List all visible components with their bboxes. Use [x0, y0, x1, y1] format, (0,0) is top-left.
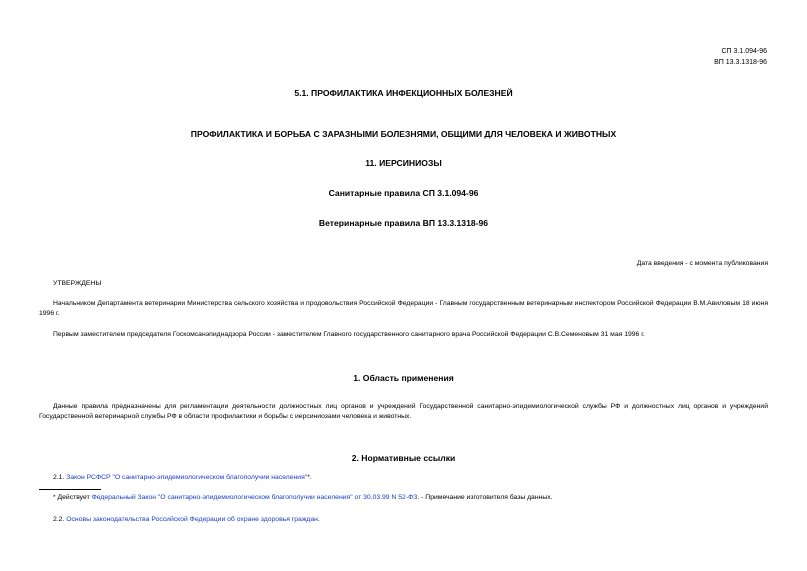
footnote — [39, 493, 768, 503]
reference-link-health-law[interactable]: Основы законодательства Российской Федерации об охране здоровья граждан — [66, 516, 318, 523]
section-heading: 5.1. ПРОФИЛАКТИКА ИНФЕКЦИОННЫХ БОЛЕЗНЕЙ — [294, 88, 513, 98]
scope-paragraph: Данные правила предназначены для регламентации деятельности должностных лиц органов и учреждений Государственной санитарно-эпидемиологической службы РФ и должностных лиц органов и учреждений Государственной ветеринарной службы РФ в области профилактики и борьбы с иерсиниозами человека и животных. — [39, 403, 768, 420]
reference-item-2-prefix: 2.2. — [53, 516, 67, 523]
veterinary-rules-heading: Ветеринарные правила ВП 13.3.1318-96 — [318, 218, 489, 228]
reference-link-sanepid-law[interactable]: Закон РСФСР "О санитарно-эпидемиологическом благополучии населения" — [66, 474, 308, 481]
footnote-link-federal-law[interactable]: Федеральный Закон "О санитарно-эпидемиологическом благополучии населения" от 30.03.99 N 52-ФЗ — [91, 494, 418, 501]
reference-item-1-prefix: 2.1. — [53, 474, 67, 481]
reference-item-2 — [39, 515, 768, 525]
reference-item-1-suffix: *. — [307, 474, 312, 481]
sp-code: СП 3.1.094-96 — [721, 48, 767, 55]
document-codes — [714, 46, 767, 68]
approval-paragraph-1: Начальником Департамента ветеринарии Министерства сельского хозяйства и продовольствия Российской Федерации - Главным государственным ветеринарным инспектором Российской Федерации В.М.Авиловым 18 июня 1996 г. — [39, 300, 768, 317]
references-heading: 2. Нормативные ссылки — [351, 453, 456, 463]
approved-label: УТВЕРЖДЕНЫ — [53, 280, 102, 287]
vp-code: ВП 13.3.1318-96 — [714, 59, 767, 66]
effective-date: Дата введения - с момента публикования — [636, 260, 768, 267]
chapter-heading: 11. ИЕРСИНИОЗЫ — [365, 158, 442, 168]
subsection-heading: ПРОФИЛАКТИКА И БОРЬБА С ЗАРАЗНЫМИ БОЛЕЗНЯМИ, ОБЩИМИ ДЛЯ ЧЕЛОВЕКА И ЖИВОТНЫХ — [190, 129, 617, 139]
sanitary-rules-heading: Санитарные правила СП 3.1.094-96 — [328, 188, 479, 198]
reference-item-2-suffix: . — [317, 516, 320, 523]
footnote-prefix: * Действует — [53, 494, 92, 501]
footnote-suffix: . - Примечание изготовителя базы данных. — [417, 494, 553, 501]
approval-paragraph-2: Первым заместителем председателя Госкомсанэпиднадзора России - заместителем Главного государственного санитарного врача Российской Федерации С.В.Семеновым 31 мая 1996 г. — [53, 331, 645, 338]
scope-heading: 1. Область применения — [353, 373, 454, 383]
reference-item-1 — [39, 473, 768, 483]
footnote-divider — [39, 489, 101, 490]
